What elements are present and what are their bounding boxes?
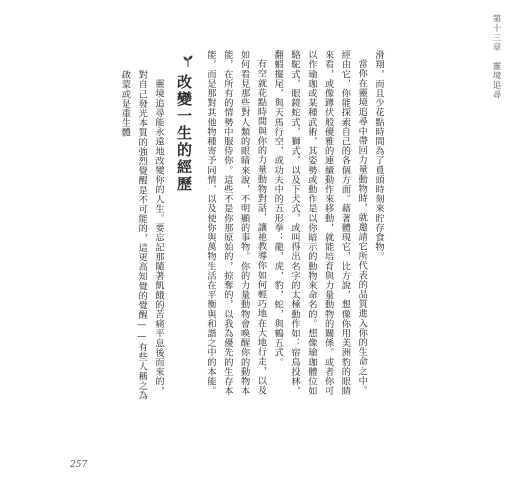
section-title: 改變一生的經歷 xyxy=(175,74,193,193)
section-heading xyxy=(174,54,202,204)
body-text-section xyxy=(106,70,166,403)
paragraph: 靈境追尋能永遠地改變你的人生。要忘記那隨著飢餓的苦痛平息後而來的，對自己發光本質的強烈覺醒是不可能的，這更高知覺的覺醒——有些人稱之為啟蒙或是重生體 xyxy=(119,70,164,400)
paragraph: 滑翔，而且少花點時間為了覓頭時刻來貯存食物。 xyxy=(373,50,384,262)
paragraph: 有空就花點時間與你的力量動物對話，讓祂教導你如何輕巧地在大地行走，以及如何看見那些對人類的眼睛來說，不明顯的事物。你的力量動物會喚醒你的動物本能，在所有的情勢中服侍你。這些不是你那原始的，掠奪的，以我為優先的生存本能，而是那對其他物種寄予同情，以及使你與萬物生活在平衡與和諧之中的本能。 xyxy=(205,50,267,396)
sprout-icon xyxy=(181,54,195,68)
body-text-main xyxy=(190,50,386,403)
chapter-title: 靈境追尋 xyxy=(491,61,501,100)
page-number: 257 xyxy=(70,460,88,470)
running-header xyxy=(490,14,502,124)
chapter-label: 第十三章 xyxy=(491,14,501,52)
paragraph: 當你在靈境追尋中帶回力量動物時，就邀請它所代表的品質進入你的生命之中。經由它，你能探索自己的各個方面。藉著體現它，比方說，想像你用美洲豹的眼睛來看，或像蹲伏般優雅的連續動作來移動，就能培育與力量動物的關係。或者你可以作瑜珈或某種武術，其姿勢或動作是以你暗示的動物來命名的。想像瑜珈體位如駱駝式，眼鏡蛇式，獅式，以及下犬式，或叫得出名字的太極動作如：宿鳥投林，翻蝦擺尾，與天馬行空，或功夫中的五形拳：龍，虎，豹，蛇，與鶴五式。 xyxy=(272,50,368,396)
